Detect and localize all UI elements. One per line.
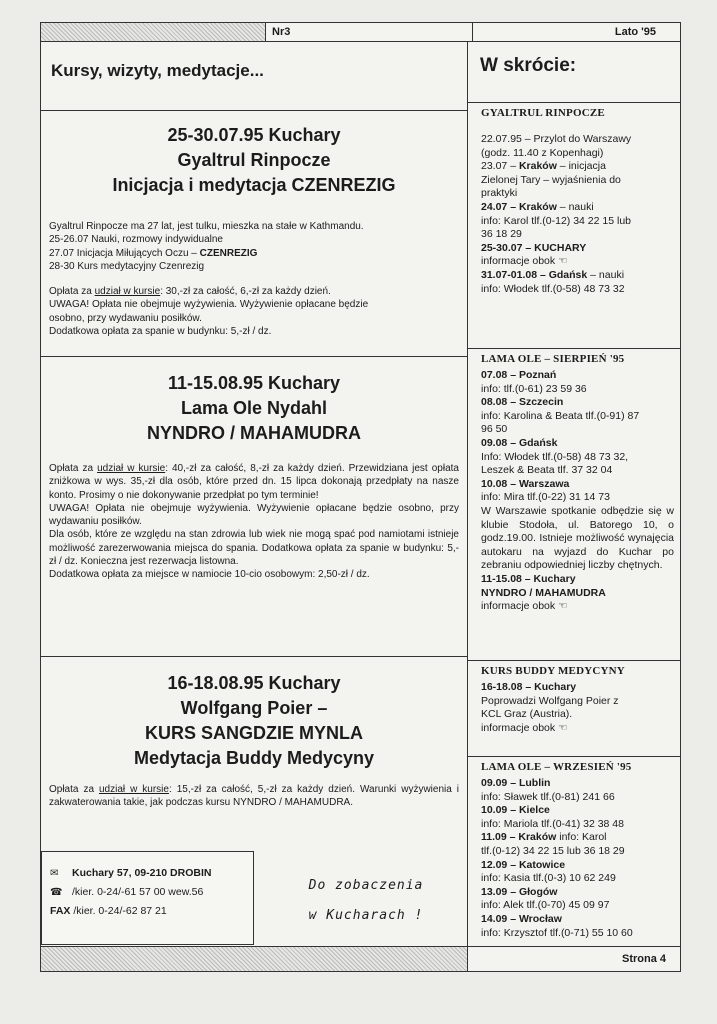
brief-line: info: Karol tlf.(0-12) 34 22 15 lub	[481, 214, 632, 227]
brief-line: NYNDRO / MAHAMUDRA	[481, 586, 606, 599]
event-date-heading: 25-30.07.95 Kuchary	[167, 125, 341, 145]
brief-line: 24.07 – Kraków – nauki	[481, 200, 594, 213]
brief-line: informacje obok ☜	[481, 721, 568, 734]
event-sangdzie	[41, 657, 467, 847]
brief-line: KCL Graz (Austria).	[481, 708, 573, 721]
brief-line: Info: Włodek tlf.(0-58) 48 73 32,	[481, 450, 629, 463]
issue-number: Nr3	[265, 23, 472, 41]
event-title: KURS SANGDZIE MYNLA	[144, 723, 363, 743]
brief-line: 09.09 – Lublin	[481, 777, 551, 789]
footer-bar	[41, 946, 680, 971]
newsletter-page	[40, 22, 681, 972]
event-subtitle: Medytacja Buddy Medycyny	[133, 748, 375, 768]
brief-line: tlf.(0-12) 34 22 15 lub 36 18 29	[481, 844, 625, 857]
event-text: Gyaltrul Rinpocze ma 27 lat, jest tulku, mieszka na stałe w Kathmandu.	[49, 221, 364, 232]
brief-title: LAMA OLE – SIERPIEŃ '95	[481, 353, 625, 365]
brief-ole-august	[468, 349, 680, 661]
left-column-title: Kursy, wizyty, medytacje...	[41, 41, 467, 111]
fee-text: UWAGA! Opłata nie obejmuje wyżywienia. Wyżywienie opłacane będzie	[49, 299, 369, 311]
header-bar	[41, 23, 680, 42]
brief-line: Leszek & Beata tlf. 37 32 04	[481, 464, 613, 477]
event-teacher: Wolfgang Poier –	[180, 698, 328, 718]
brief-line: info: tlf.(0-61) 23 59 36	[481, 382, 587, 395]
phone-line: ☎ /kier. 0-24/-61 57 00 wew.56	[50, 883, 245, 902]
brief-line: 31.07-01.08 – Gdańsk – nauki	[481, 268, 625, 281]
event-title: Inicjacja i medytacja CZENREZIG	[112, 175, 396, 195]
event-date-heading: 11-15.08.95 Kuchary	[167, 373, 341, 393]
brief-buddy-medicine	[468, 661, 680, 757]
fax-line: FAX /kier. 0-24/-62 87 21	[50, 905, 167, 917]
brief-line: 96 50	[481, 423, 508, 436]
brief-line: 22.07.95 – Przylot do Warszawy	[481, 133, 632, 145]
brief-line: info: Mariola tlf.(0-41) 32 38 48	[481, 817, 624, 830]
brief-line: Poprowadzi Wolfgang Poier z	[481, 694, 619, 707]
note-text: UWAGA! Opłata nie obejmuje wyżywienia. Wyżywienie opłacane będzie osobno, przy wydawaniu posiłków.	[49, 502, 459, 528]
brief-line: info: Karolina & Beata tlf.(0-91) 87	[481, 409, 640, 422]
brief-line: 08.08 – Szczecin	[481, 396, 564, 409]
event-teacher: Gyaltrul Rinpocze	[177, 150, 331, 170]
brief-ole-september	[468, 757, 680, 946]
brief-title: KURS BUDDY MEDYCYNY	[481, 665, 625, 677]
brief-line: 23.07 – Kraków – inicjacja	[481, 160, 606, 173]
fee-text: osobno, przy wydawaniu posiłków.	[49, 312, 202, 324]
brief-line: info: Włodek tlf.(0-58) 48 73 32	[481, 282, 625, 295]
note-text: Dodatkowa opłata za miejsce w namiocie 10-cio osobowym: 2,50-zł / dz.	[49, 569, 370, 581]
brief-line: info: Sławek tlf.(0-81) 241 66	[481, 790, 615, 803]
brief-line: 11-15.08 – Kuchary	[481, 572, 576, 585]
phone-icon: ☎	[50, 887, 63, 898]
brief-line: info: Mira tlf.(0-22) 31 14 73	[481, 491, 610, 504]
brief-line: 25-30.07 – KUCHARY	[481, 241, 587, 254]
header-hatch	[41, 23, 265, 41]
address-line: ✉ Kuchary 57, 09-210 DROBIN	[50, 864, 245, 883]
brief-line: (godz. 11.40 z Kopenhagi)	[481, 146, 604, 159]
brief-line: informacje obok ☜	[481, 255, 568, 268]
contact-box	[41, 851, 254, 945]
brief-line: 10.09 – Kielce	[481, 804, 550, 817]
brief-line: 09.08 – Gdańsk	[481, 436, 558, 449]
fee-text: Opłata za udział w kursie: 15,-zł za całość, 5,-zł za każdy dzień. Warunki wyżywienia i zakwaterowania takie, jak podczas kursu NYNDRO / MAHAMUDRA.	[49, 784, 459, 809]
brief-line: 12.09 – Katowice	[481, 858, 566, 871]
right-column	[468, 41, 680, 946]
brief-line: informacje obok ☜	[481, 600, 568, 613]
brief-line: praktyki	[481, 187, 518, 200]
right-column-title: W skrócie:	[468, 41, 680, 103]
envelope-icon: ✉	[50, 868, 59, 879]
fee-text: Opłata za udział w kursie: 30,-zł za całość, 6,-zł za każdy dzień.	[49, 286, 331, 298]
event-text: 28-30 Kurs medytacyjny Czenrezig	[49, 260, 205, 272]
event-text: 25-26.07 Nauki, rozmowy indywidualne	[49, 234, 223, 246]
brief-line: info: Alek tlf.(0-70) 45 09 97	[481, 899, 610, 912]
footer-hatch	[41, 947, 467, 971]
brief-line: info: Krzysztof tlf.(0-71) 55 10 60	[481, 926, 633, 939]
fee-text: Dodatkowa opłata za spanie w budynku: 5,-zł / dz.	[49, 326, 272, 338]
brief-line: 07.08 – Poznań	[481, 369, 557, 381]
brief-line: 16-18.08 – Kuchary	[481, 681, 577, 693]
brief-title: GYALTRUL RINPOCZE	[481, 107, 605, 119]
event-date-heading: 16-18.08.95 Kuchary	[167, 673, 341, 693]
brief-line: 10.08 – Warszawa	[481, 477, 570, 490]
event-text: 27.07 Inicjacja Miłujących Oczu – CZENREZIG	[49, 247, 258, 259]
brief-line: Zielonej Tary – wyjaśnienia do	[481, 173, 621, 186]
fee-text: Opłata za udział w kursie: 40,-zł za całość, 8,-zł za każdy dzień. Przewidziana jest opłata zniżkowa w wys. 35,-zł dla osób, które przed dn. 15 lipca dokonają przedpłaty na nasze konto. Prosimy o nie dokonywanie przedpłat po tym terminie!	[49, 463, 459, 501]
brief-line: 14.09 – Wrocław	[481, 912, 562, 925]
brief-gyaltrul	[468, 103, 680, 349]
brief-title: LAMA OLE – WRZESIEŃ '95	[481, 761, 632, 773]
event-czenrezig	[41, 111, 467, 357]
brief-line: 36 18 29	[481, 228, 522, 241]
brief-paragraph: W Warszawie spotkanie odbędzie się w klubie Stodoła, ul. Batorego 10, o godz.19.00. Istnieje możliwość wynajęcia autokaru na wyjazd do Kuchar po zebraniu odpowiedniej liczby chętnych.	[481, 504, 674, 572]
brief-line: 13.09 – Głogów	[481, 885, 558, 898]
event-teacher: Lama Ole Nydahl	[180, 398, 328, 418]
season-label: Lato '95	[472, 23, 680, 41]
brief-line: info: Kasia tlf.(0-3) 10 62 249	[481, 872, 616, 885]
left-column	[41, 41, 467, 923]
handwritten-note: Do zobaczenia w Kucharach !	[308, 878, 424, 923]
brief-line: 11.09 – Kraków info: Karol	[481, 831, 607, 844]
note-text: Dla osób, które ze względu na stan zdrowia lub wiek nie mogą spać pod namiotami istnieje możliwość zarezerwowania miejsca do spania. Dodatkowa opłata za spanie w budynku: 5,-zł / dz. Konieczna jest rezerwacja listowna.	[49, 529, 459, 568]
event-nyndro	[41, 357, 467, 657]
event-title: NYNDRO / MAHAMUDRA	[147, 423, 361, 443]
page-number: Strona 4	[467, 947, 680, 971]
